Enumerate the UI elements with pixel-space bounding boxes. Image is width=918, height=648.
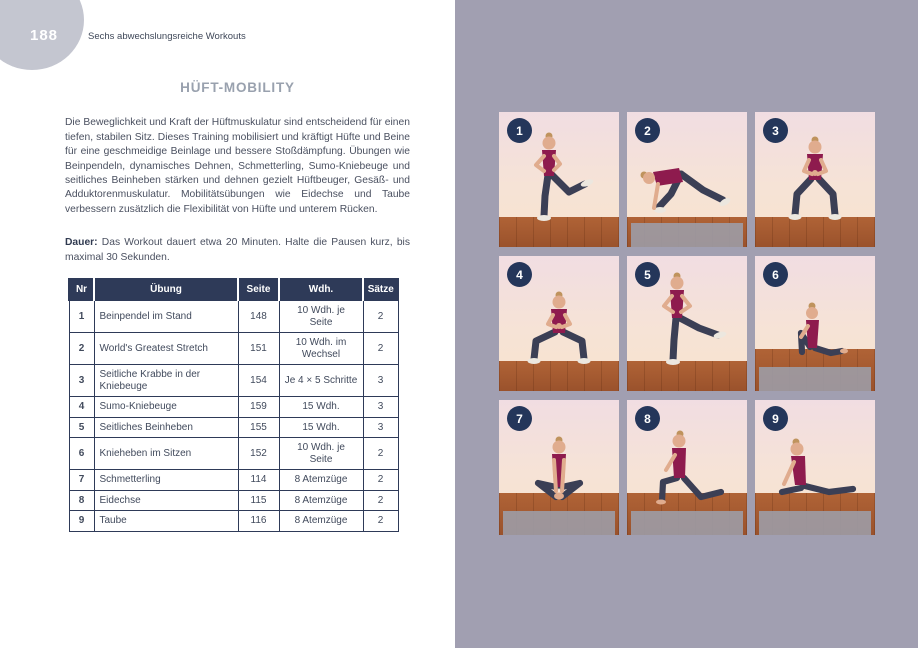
exercise-photo-6	[755, 256, 875, 391]
table-row	[69, 490, 398, 511]
cell-nr: 1	[69, 301, 94, 333]
col-header-nr: Nr	[69, 279, 94, 301]
duration-text: Das Workout dauert etwa 20 Minuten. Halte die Pausen kurz, bis maximal 30 Sekunden.	[65, 237, 410, 263]
col-header-seite: Seite	[238, 279, 279, 301]
table-row	[69, 365, 398, 397]
photo-number-badge: 5	[635, 262, 660, 287]
cell-seite: 151	[238, 333, 279, 365]
col-header-wdh: Wdh.	[279, 279, 363, 301]
cell-nr: 8	[69, 490, 94, 511]
cell-uebung: Eidechse	[94, 490, 238, 511]
table-row	[69, 470, 398, 491]
exercise-photo-1	[499, 112, 619, 247]
exercise-photo-grid	[499, 112, 875, 535]
photo-number-badge: 9	[763, 406, 788, 431]
cell-wdh: 8 Atemzüge	[279, 511, 363, 532]
right-page	[455, 0, 918, 648]
cell-seite: 148	[238, 301, 279, 333]
duration-label: Dauer:	[65, 237, 98, 249]
cell-uebung: Seitliches Beinheben	[94, 417, 238, 438]
cell-seite: 116	[238, 511, 279, 532]
photo-number-badge: 8	[635, 406, 660, 431]
section-header: Sechs abwechslungsreiche Workouts	[88, 31, 246, 42]
cell-nr: 5	[69, 417, 94, 438]
table-row	[69, 511, 398, 532]
cell-uebung: Beinpendel im Stand	[94, 301, 238, 333]
page-number: 188	[30, 27, 59, 44]
cell-uebung: Schmetterling	[94, 470, 238, 491]
col-header-uebung: Übung	[94, 279, 238, 301]
exercise-photo-8	[627, 400, 747, 535]
exercise-photo-7	[499, 400, 619, 535]
table-row	[69, 417, 398, 438]
cell-nr: 2	[69, 333, 94, 365]
duration-paragraph	[65, 236, 410, 265]
cell-nr: 6	[69, 438, 94, 470]
exercise-photo-4	[499, 256, 619, 391]
photo-number-badge: 3	[763, 118, 788, 143]
cell-seite: 152	[238, 438, 279, 470]
cell-uebung: Seitliche Krabbe in der Kniebeuge	[94, 365, 238, 397]
cell-seite: 115	[238, 490, 279, 511]
table-row	[69, 301, 398, 333]
cell-uebung: Taube	[94, 511, 238, 532]
cell-uebung: Sumo-Kniebeuge	[94, 397, 238, 418]
cell-saetze: 2	[363, 470, 398, 491]
cell-uebung: Knieheben im Sitzen	[94, 438, 238, 470]
cell-saetze: 3	[363, 365, 398, 397]
cell-saetze: 2	[363, 490, 398, 511]
photo-number-badge: 2	[635, 118, 660, 143]
cell-wdh: 15 Wdh.	[279, 397, 363, 418]
cell-seite: 114	[238, 470, 279, 491]
cell-wdh: Je 4 × 5 Schritte	[279, 365, 363, 397]
cell-saetze: 2	[363, 301, 398, 333]
cell-saetze: 3	[363, 397, 398, 418]
cell-saetze: 2	[363, 511, 398, 532]
table-header-row	[69, 279, 398, 301]
cell-uebung: World's Greatest Stretch	[94, 333, 238, 365]
cell-wdh: 10 Wdh. je Seite	[279, 301, 363, 333]
cell-seite: 154	[238, 365, 279, 397]
photo-number-badge: 6	[763, 262, 788, 287]
cell-nr: 7	[69, 470, 94, 491]
photo-number-badge: 4	[507, 262, 532, 287]
cell-nr: 4	[69, 397, 94, 418]
table-row	[69, 333, 398, 365]
cell-saetze: 2	[363, 333, 398, 365]
cell-nr: 9	[69, 511, 94, 532]
cell-wdh: 10 Wdh. je Seite	[279, 438, 363, 470]
exercise-photo-3	[755, 112, 875, 247]
table-row	[69, 397, 398, 418]
intro-paragraph: Die Beweglichkeit und Kraft der Hüftmuskulatur sind entscheidend für einen tiefen, stabilen Sitz. Dieses Training mobilisiert und kräftigt Hüfte und Beine für eine geschmeidige Beinlage und bessere Stoßdämpfung. Übungen wie Beinpendeln, dynamisches Dehnen, Schmetterling, Sumo-Kniebeuge und seitliches Beinheben stärken und dehnen gezielt Hüftbeuger, Gesäß- und Adduktorenmuskulatur. Mobilitätsübungen wie Eidechse und Taube verbessern zusätzlich die Flexibilität von Hüfte und unterem Rücken.	[65, 117, 410, 215]
cell-saetze: 2	[363, 438, 398, 470]
cell-wdh: 8 Atemzüge	[279, 490, 363, 511]
col-header-saetze: Sätze	[363, 279, 398, 301]
photo-number-badge: 7	[507, 406, 532, 431]
exercise-photo-2	[627, 112, 747, 247]
cell-saetze: 3	[363, 417, 398, 438]
cell-wdh: 10 Wdh. im Wechsel	[279, 333, 363, 365]
cell-wdh: 8 Atemzüge	[279, 470, 363, 491]
exercise-photo-5	[627, 256, 747, 391]
cell-nr: 3	[69, 365, 94, 397]
exercise-photo-9	[755, 400, 875, 535]
cell-wdh: 15 Wdh.	[279, 417, 363, 438]
photo-number-badge: 1	[507, 118, 532, 143]
cell-seite: 159	[238, 397, 279, 418]
cell-seite: 155	[238, 417, 279, 438]
table-row	[69, 438, 398, 470]
workout-table	[68, 278, 399, 532]
page-title: HÜFT-MOBILITY	[180, 80, 295, 95]
left-page	[0, 0, 455, 648]
